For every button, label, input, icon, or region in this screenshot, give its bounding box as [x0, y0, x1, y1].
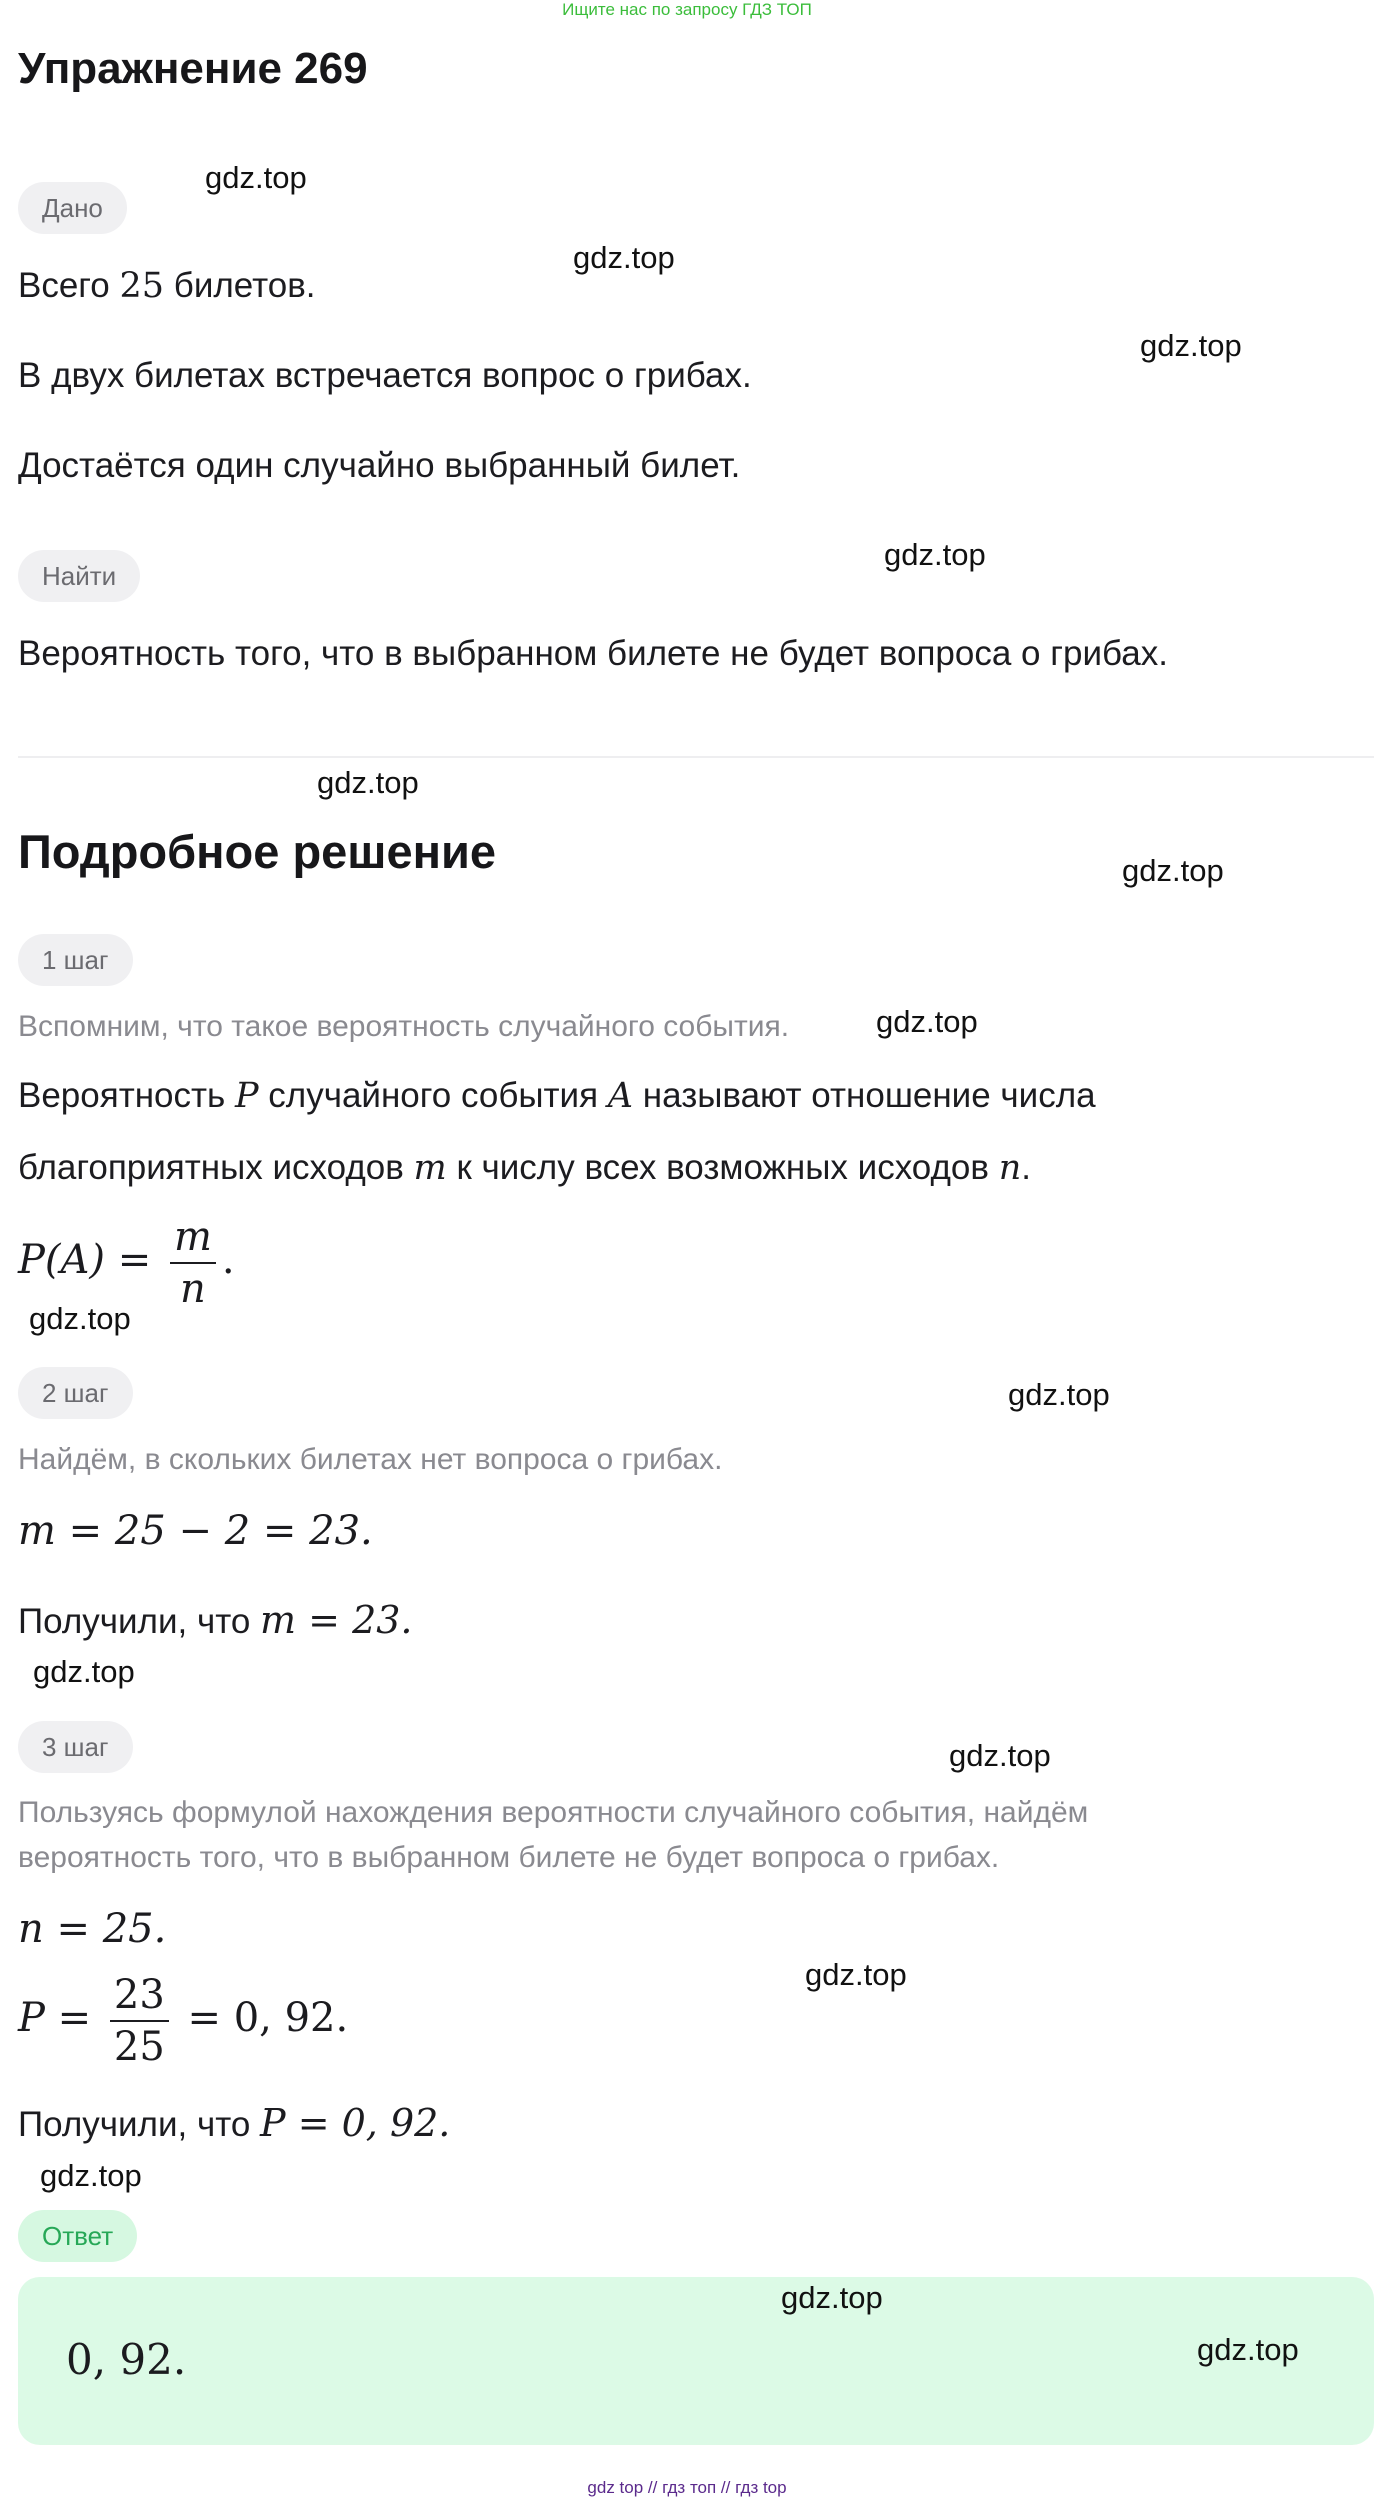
watermark: gdz.top: [805, 1957, 907, 1992]
watermark: gdz.top: [205, 160, 307, 195]
watermark: gdz.top: [1122, 853, 1224, 888]
step-3-formula-rhs: = 0, 92.: [187, 1995, 349, 2041]
formula-lhs: P(A) =: [18, 1237, 152, 1283]
step-3-label: 3 шаг: [18, 1721, 133, 1773]
step-1-formula: [18, 1212, 235, 1314]
answer-badge: [18, 2210, 137, 2262]
given-line-1-pre: Всего: [18, 266, 120, 305]
def2-text-b: к числу всех возможных исходов: [446, 1148, 999, 1187]
def2-text-a: благоприятных исходов: [18, 1148, 414, 1187]
step-1-badge: [18, 934, 133, 986]
given-line-1-post: билетов.: [164, 266, 316, 305]
formula-fraction: [170, 1212, 216, 1314]
top-note: Ищите нас по запросу ГДЗ ТОП: [562, 0, 812, 19]
given-line-1-num: 25: [119, 266, 165, 306]
watermark: gdz.top: [40, 2158, 142, 2193]
watermark: gdz.top: [949, 1738, 1051, 1773]
watermark: gdz.top: [573, 240, 675, 275]
fraction-numerator: m: [170, 1212, 216, 1264]
answer-box: [18, 2277, 1374, 2445]
def2-text-c: .: [1021, 1148, 1031, 1187]
step-3-hint-line-1: Пользуясь формулой нахождения вероятности случайного события, найдём: [18, 1796, 1089, 1829]
watermark: gdz.top: [1140, 328, 1242, 363]
answer-value: 0, 92.: [66, 2335, 187, 2384]
watermark: gdz.top: [1197, 2332, 1299, 2367]
step-3-formula-lhs: P =: [18, 1995, 92, 2041]
watermark: gdz.top: [33, 1654, 135, 1689]
step-3-formula-p: [18, 1970, 348, 2072]
find-badge-label: Найти: [18, 550, 140, 602]
step-2-formula: m = 25 − 2 = 23.: [18, 1508, 373, 1554]
watermark: gdz.top: [876, 1004, 978, 1039]
def-var-a: A: [607, 1076, 634, 1116]
find-text: Вероятность того, что в выбранном билете не будет вопроса о грибах.: [18, 634, 1168, 673]
def2-var-m: m: [413, 1148, 447, 1188]
step-3-result: [18, 2101, 450, 2145]
step-3-result-pre: Получили, что: [18, 2105, 261, 2144]
answer-label: Ответ: [18, 2210, 137, 2262]
step-3-badge: [18, 1721, 133, 1773]
step-3-fraction-numerator: 23: [110, 1970, 169, 2022]
step-3-hint-line-2: вероятность того, что в выбранном билете не будет вопроса о грибах.: [18, 1841, 1000, 1874]
given-badge-label: Дано: [18, 182, 127, 234]
watermark: gdz.top: [317, 765, 419, 800]
def-text-a: Вероятность: [18, 1076, 236, 1115]
solution-title: Подробное решение: [18, 825, 497, 878]
page-title: Упражнение 269: [18, 44, 368, 93]
footer-links: gdz top // гдз топ // гдз top: [587, 2478, 787, 2497]
given-line-2: В двух билетах встречается вопрос о грибах.: [18, 356, 752, 395]
watermark: gdz.top: [1008, 1377, 1110, 1412]
def-text-b: случайного события: [258, 1076, 608, 1115]
section-divider: [18, 756, 1374, 758]
step-3-fraction-denominator: 25: [113, 2024, 165, 2070]
def-text-c: называют отношение числа: [633, 1076, 1096, 1115]
watermark: gdz.top: [781, 2280, 883, 2315]
step-2-result: [18, 1598, 413, 1642]
given-line-3: Достаётся один случайно выбранный билет.: [18, 446, 741, 485]
step-2-hint: Найдём, в скольких билетах нет вопроса о грибах.: [18, 1443, 723, 1476]
step-1-label: 1 шаг: [18, 934, 133, 986]
step-1-definition-line-2: [18, 1148, 1031, 1188]
given-badge: [18, 182, 127, 234]
def-var-p: P: [235, 1076, 259, 1116]
given-line-1: [18, 266, 316, 306]
step-2-result-math: m = 23.: [260, 1598, 413, 1642]
fraction-denominator: n: [180, 1266, 206, 1312]
watermark: gdz.top: [884, 537, 986, 572]
step-3-formula-n: n = 25.: [18, 1906, 167, 1952]
step-3-fraction: [110, 1970, 169, 2072]
def2-var-n: n: [998, 1148, 1022, 1188]
step-3-result-math: P = 0, 92.: [260, 2101, 451, 2145]
step-1-definition-line-1: [18, 1076, 1096, 1116]
find-badge: [18, 550, 140, 602]
formula-end: .: [221, 1237, 235, 1283]
step-2-result-pre: Получили, что: [18, 1602, 261, 1641]
watermark: gdz.top: [29, 1301, 131, 1336]
step-2-label: 2 шаг: [18, 1367, 133, 1419]
step-2-badge: [18, 1367, 133, 1419]
step-1-hint: Вспомним, что такое вероятность случайного события.: [18, 1010, 790, 1043]
